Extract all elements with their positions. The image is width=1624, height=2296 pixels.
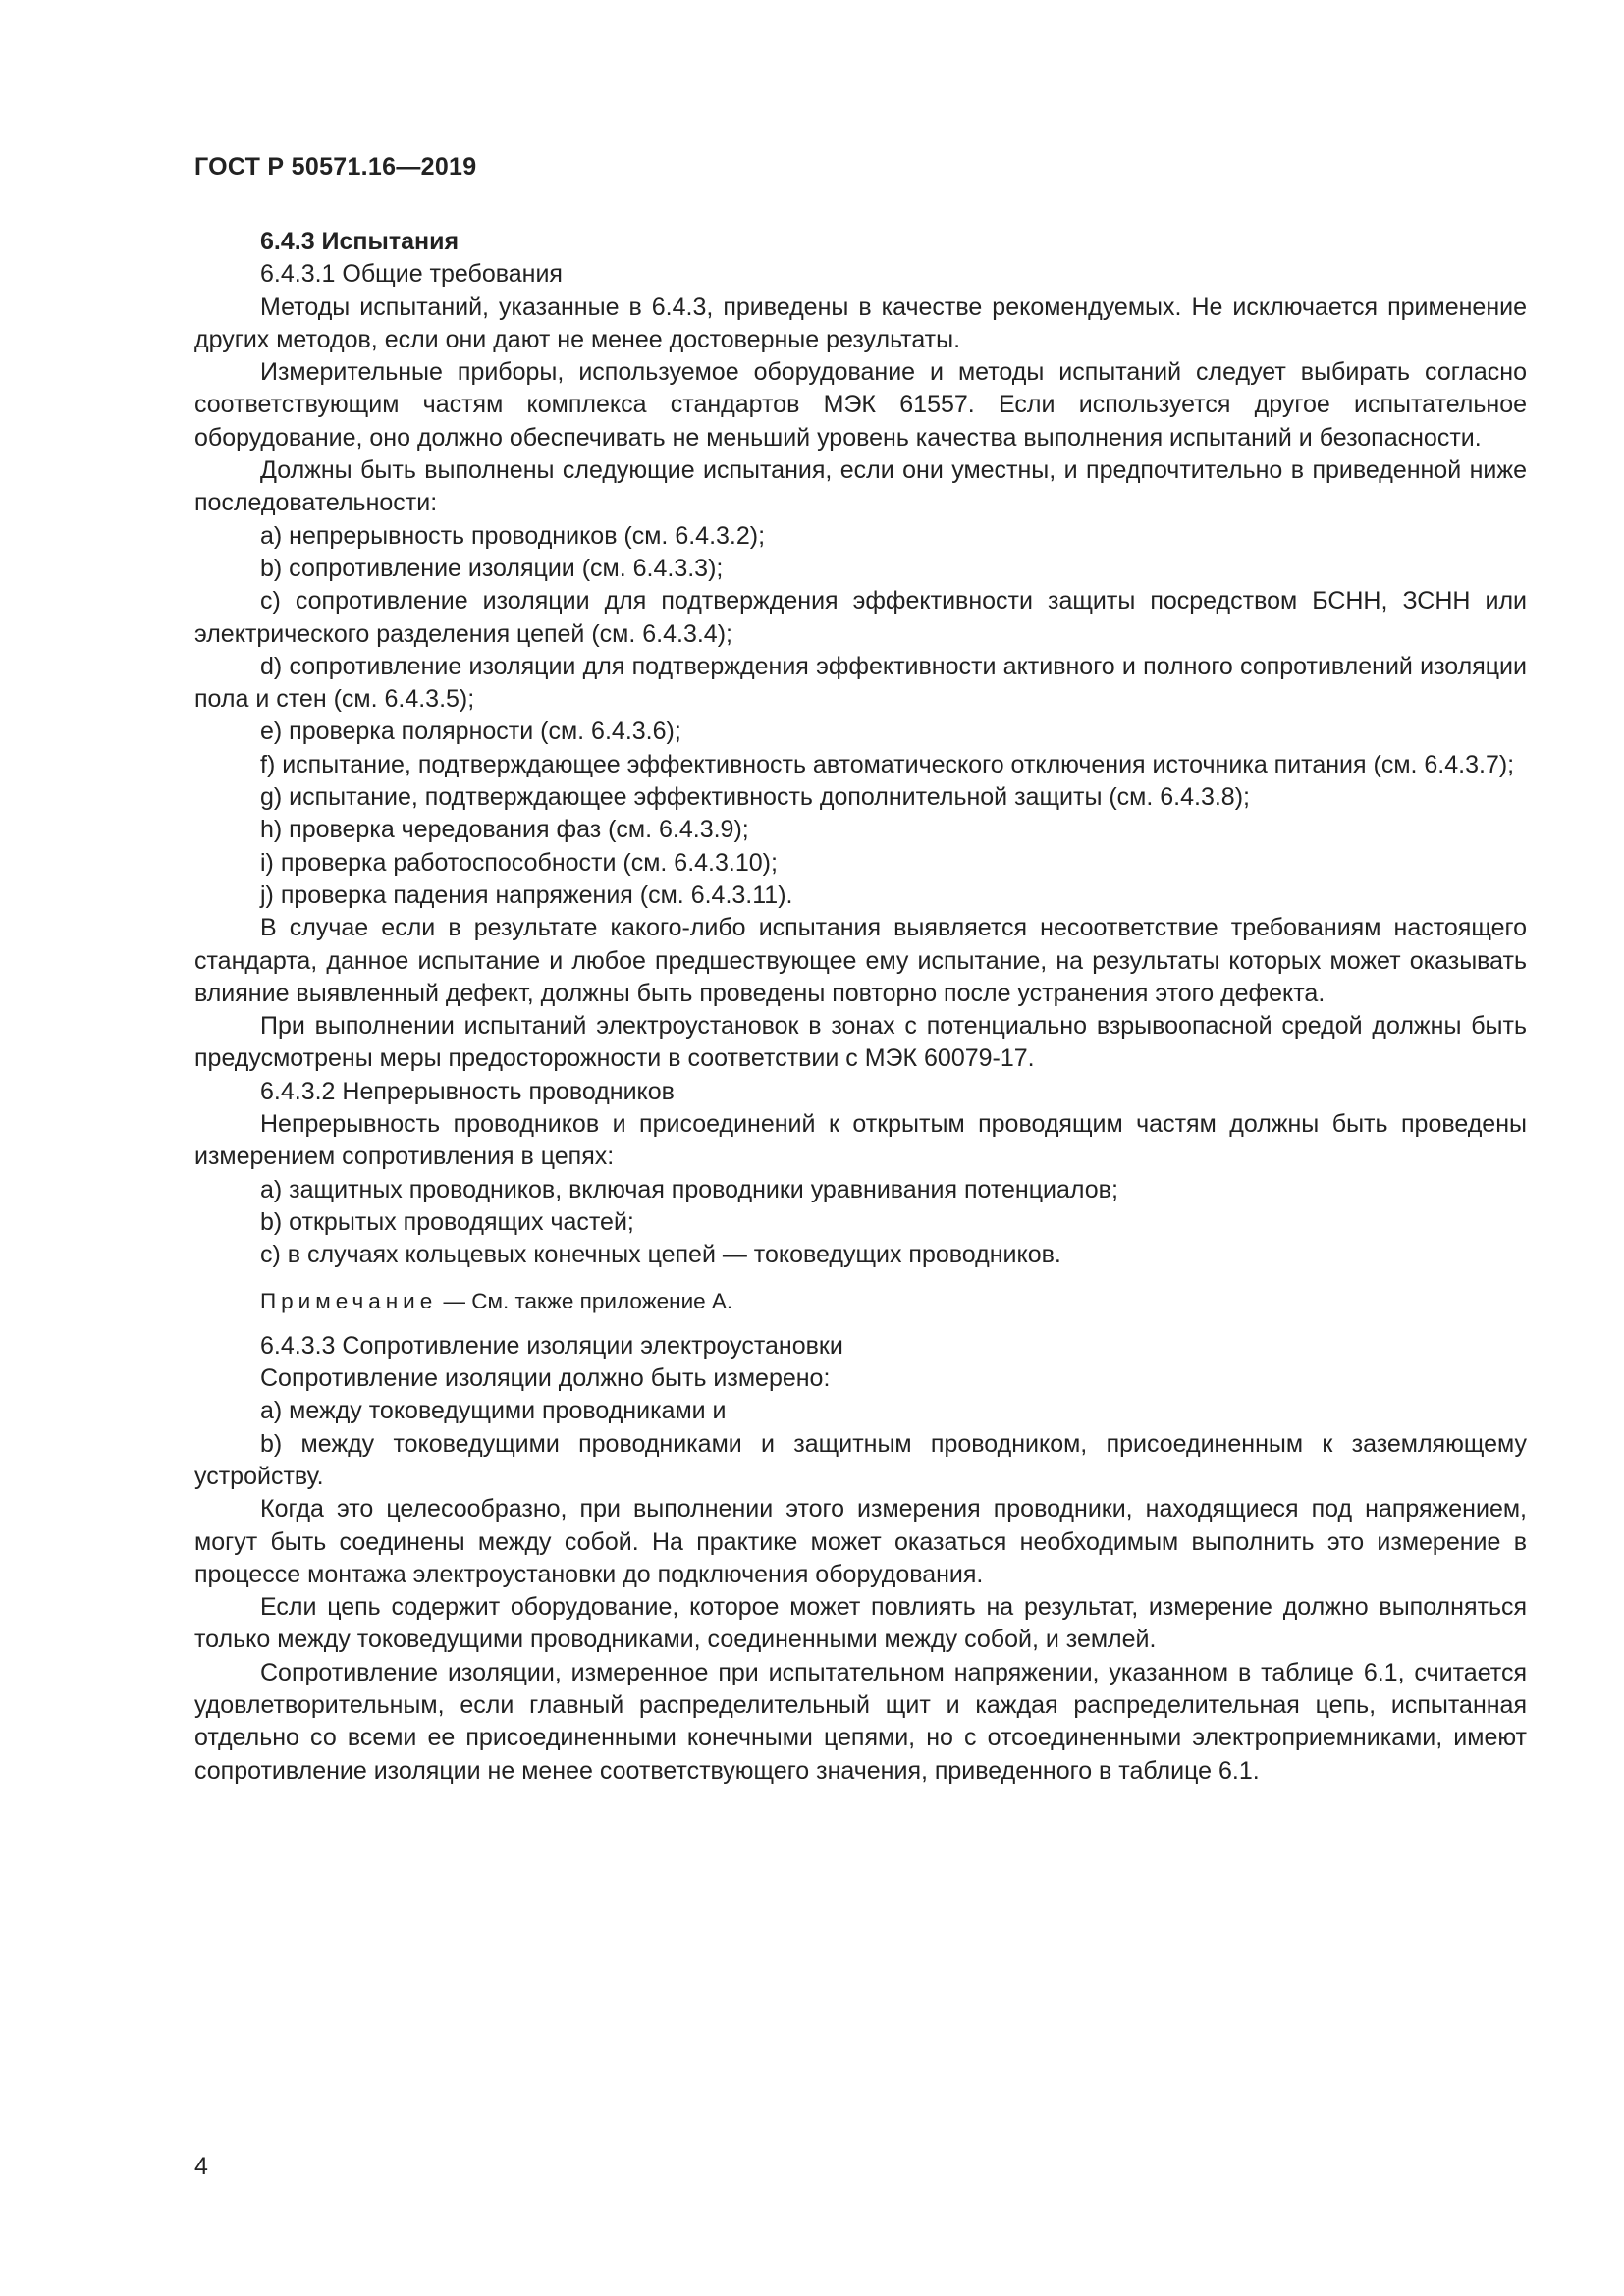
list-item-insulation-a: a) между токоведущими проводниками и: [260, 1397, 727, 1425]
list-item-tests-e: e) проверка полярности (см. 6.4.3.6);: [260, 718, 681, 746]
paragraph-methods: Методы испытаний, указанные в 6.4.3, приведены в качестве рекомендуемых. Не исключается применение других методов, если они дают не менее достоверные результаты.: [194, 293, 1527, 353]
list-item-continuity-b: b) открытых проводящих частей;: [260, 1207, 634, 1236]
document-header: ГОСТ Р 50571.16—2019: [194, 153, 477, 181]
list-item-tests-c: c) сопротивление изоляции для подтверждения эффективности защиты посредством БСНН, ЗСНН или электрического разделения цепей (см. 6.4.3.4);: [194, 587, 1527, 648]
paragraph-tests-intro: Должны быть выполнены следующие испытания, если они уместны, и предпочтительно в приведенной ниже последовательности:: [194, 456, 1527, 517]
list-item-tests-j: j) проверка падения напряжения (см. 6.4.3.11).: [260, 881, 793, 909]
list-item-tests-g: g) испытание, подтверждающее эффективность дополнительной защиты (см. 6.4.3.8);: [260, 783, 1250, 812]
paragraph-when-appropriate: Когда это целесообразно, при выполнении этого измерения проводники, находящиеся под напряжением, могут быть соединены между собой. На практике может оказаться необходимым выполнить это измерение в процессе монтажа электроустановки до подключения оборудования.: [194, 1495, 1527, 1588]
paragraph-satisfactory: Сопротивление изоляции, измеренное при испытательном напряжении, указанном в таблице 6.1, считается удовлетворительным, если главный распределительный щит и каждая распределительная цепь, испытанная отдельно со всеми ее присоединенными конечными цепями, но с отсоединенными электроприемниками, имеют сопротивление изоляции не менее соответствующего значения, приведенного в таблице 6.1.: [194, 1658, 1527, 1785]
paragraph-equipment: Если цепь содержит оборудование, которое может повлиять на результат, измерение должно выполняться только между токоведущими проводниками, соединенными между собой, и землей.: [194, 1593, 1527, 1654]
note: [194, 1285, 1527, 1317]
subsection-heading-6-4-3-3: 6.4.3.3 Сопротивление изоляции электроустановки: [260, 1331, 843, 1360]
subsection-heading-6-4-3-1: 6.4.3.1 Общие требования: [260, 260, 563, 289]
subsection-heading-6-4-3-2: 6.4.3.2 Непрерывность проводников: [260, 1077, 675, 1105]
section-heading-6-4-3: 6.4.3 Испытания: [260, 228, 460, 255]
list-item-tests-d: d) сопротивление изоляции для подтверждения эффективности активного и полного сопротивлений изоляции пола и стен (см. 6.4.3.5);: [194, 652, 1527, 714]
page-number: 4: [194, 2153, 208, 2180]
list-item-insulation-b: b) между токоведущими проводниками и защитным проводником, присоединенным к заземляющему устройству.: [194, 1429, 1527, 1490]
list-item-tests-h: h) проверка чередования фаз (см. 6.4.3.9);: [260, 816, 749, 844]
list-item-tests-b: b) сопротивление изоляции (см. 6.4.3.3);: [260, 554, 724, 582]
list-item-tests-a: a) непрерывность проводников (см. 6.4.3.2);: [260, 521, 766, 550]
note-label: Примечание: [260, 1288, 438, 1313]
paragraph-instruments: Измерительные приборы, используемое оборудование и методы испытаний следует выбирать согласно соответствующим частям комплекса стандартов МЭК 61557. Если используется другое испытательное оборудование, оно должно обеспечивать не меньший уровень качества выполнения испытаний и безопасности.: [194, 358, 1527, 452]
paragraph-nonconformity: В случае если в результате какого-либо испытания выявляется несоответствие требованиям настоящего стандарта, данное испытание и любое предшествующее ему испытание, на результаты которых может оказывать влияние выявленный дефект, должны быть проведены повторно после устранения этого дефекта.: [194, 914, 1527, 1007]
note-text: — См. также приложение А.: [437, 1288, 733, 1313]
list-item-continuity-a: a) защитных проводников, включая проводники уравнивания потенциалов;: [260, 1175, 1118, 1203]
paragraph-insulation-intro: Сопротивление изоляции должно быть измерено:: [260, 1364, 831, 1393]
list-item-tests-f: f) испытание, подтверждающее эффективность автоматического отключения источника питания (см. 6.4.3.7);: [260, 750, 1515, 778]
list-item-continuity-c: c) в случаях кольцевых конечных цепей — токоведущих проводников.: [260, 1241, 1061, 1269]
paragraph-explosive-atmosphere: При выполнении испытаний электроустановок в зонах с потенциально взрывоопасной средой должны быть предусмотрены меры предосторожности в соответствии с МЭК 60079-17.: [194, 1012, 1527, 1073]
paragraph-continuity: Непрерывность проводников и присоединений к открытым проводящим частям должны быть проведены измерением сопротивления в цепях:: [194, 1110, 1527, 1171]
document-body: [194, 226, 1527, 1788]
list-item-tests-i: i) проверка работоспособности (см. 6.4.3.10);: [260, 848, 778, 877]
